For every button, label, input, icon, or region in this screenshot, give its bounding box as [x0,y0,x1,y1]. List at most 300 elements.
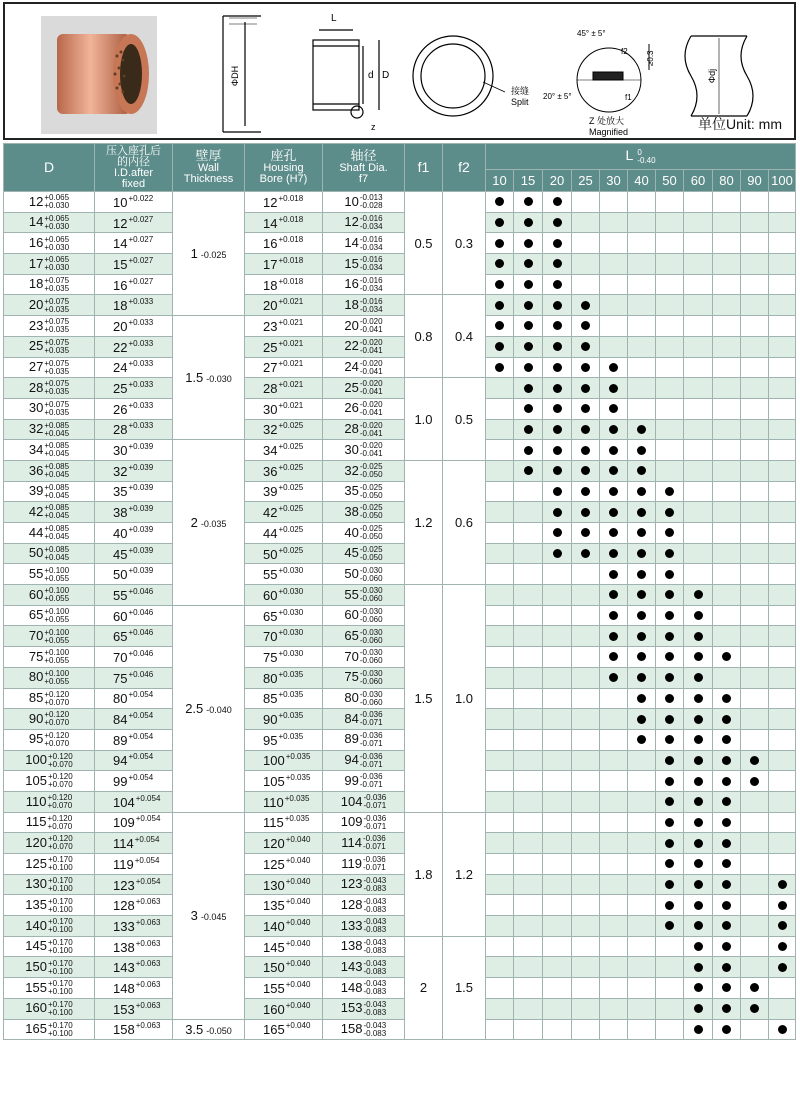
cell-d-value: 105 [25,772,47,788]
available-dot [637,528,646,537]
cell-id [95,585,173,606]
cell-length-100 [769,357,796,378]
cell-length-90 [741,523,769,544]
cell-id [95,688,173,709]
cell-length-80 [713,605,741,626]
cell-f2: 0.4 [443,295,486,378]
available-dot [524,384,533,393]
wall-value: 1 [190,246,198,262]
cell-length-20 [543,564,572,585]
cell-length-60 [684,523,713,544]
cell-housing-value: 115 [263,815,284,831]
cell-length-50 [656,254,684,275]
available-dot [750,756,759,765]
cell-length-20 [543,895,572,916]
wall-tol: -0.050 [206,1025,232,1036]
cell-length-60 [684,502,713,523]
available-dot [581,404,590,413]
cell-length-60 [684,336,713,357]
available-dot [609,487,618,496]
available-dot [665,818,674,827]
cell-length-30 [600,709,628,730]
table-row [4,357,796,378]
available-dot [609,528,618,537]
available-dot [581,342,590,351]
cell-length-30 [600,460,628,481]
cell-length-20 [543,605,572,626]
cell-length-40 [628,357,656,378]
cell-id-value: 18 [113,298,128,314]
available-dot [524,425,533,434]
cell-length-60 [684,212,713,233]
cell-length-60 [684,481,713,502]
table-row [4,874,796,895]
table-row [4,688,796,709]
wall-tol: -0.025 [200,250,227,261]
cell-length-30 [600,398,628,419]
cell-housing-value: 55 [263,567,278,583]
cell-d-value: 25 [28,338,44,354]
cell-housing [245,398,323,419]
table-row [4,481,796,502]
cell-length-40 [628,1019,656,1040]
cell-shaft-tol: -0.016 -0.034 [359,255,383,273]
cell-length-40 [628,812,656,833]
cell-length-25 [572,791,600,812]
available-dot [581,549,590,558]
cell-length-20 [543,543,572,564]
cell-length-50 [656,564,684,585]
available-dot [553,301,562,310]
cell-length-30 [600,791,628,812]
available-dot [495,301,504,310]
cell-length-90 [741,895,769,916]
cell-length-25 [572,523,600,544]
cell-length-40 [628,233,656,254]
length-header-50: 50 [656,170,684,192]
bushing-bore [120,44,142,104]
cell-shaft [323,274,405,295]
available-dot [524,197,533,206]
cell-d-tol: +0.085 +0.045 [44,441,70,459]
cell-shaft-tol: -0.036 -0.071 [363,793,387,811]
cell-length-30 [600,564,628,585]
cell-d-tol: +0.120 +0.070 [44,710,70,728]
cell-shaft-value: 114 [341,834,363,850]
col-housing-en2: Bore (H7) [259,173,308,185]
available-dot [694,777,703,786]
cell-d-value: 30 [28,400,44,416]
cell-d-value: 150 [25,959,47,974]
l-label: L [625,146,634,163]
cell-length-10 [486,398,514,419]
cell-length-50 [656,750,684,771]
cell-d-value: 55 [28,565,44,581]
cell-f2: 0.6 [443,460,486,584]
cell-length-40 [628,398,656,419]
cell-shaft [323,895,405,916]
cell-id-value: 10 [113,194,128,210]
cell-length-100 [769,564,796,585]
cell-id [95,254,173,275]
cell-length-90 [741,585,769,606]
available-dot [581,363,590,372]
cell-shaft-tol: -0.030 -0.060 [359,586,383,604]
cell-shaft-value: 26 [344,400,359,416]
cell-wall [173,440,245,606]
cell-length-60 [684,729,713,750]
cell-length-40 [628,833,656,854]
cell-length-15 [514,523,543,544]
cell-d-tol: +0.100 +0.055 [44,648,70,666]
cell-length-40 [628,502,656,523]
cell-housing [245,1019,323,1040]
cell-length-30 [600,316,628,337]
cell-housing-tol: +0.018 [278,214,304,224]
cell-length-80 [713,709,741,730]
cell-id-value: 84 [113,712,128,728]
cell-length-20 [543,357,572,378]
cell-housing [245,833,323,854]
cell-length-20 [543,709,572,730]
cell-f1: 1.8 [405,812,443,936]
cell-shaft-value: 12 [344,214,359,230]
cell-length-80 [713,233,741,254]
col-shaft-en1: Shaft Dia. [339,162,388,174]
cell-length-80 [713,626,741,647]
cell-d-value: 39 [28,483,44,499]
cell-id-value: 22 [113,339,128,355]
cell-length-50 [656,212,684,233]
cell-d [4,398,95,419]
cell-d [4,274,95,295]
cell-housing-tol: +0.035 [284,814,310,824]
cell-housing-tol: +0.040 [285,835,311,845]
wall-value: 2.5 [185,701,204,717]
cell-shaft-tol: -0.043 -0.083 [363,958,387,976]
cell-housing [245,192,323,213]
table-row [4,336,796,357]
table-row [4,626,796,647]
available-dot [495,280,504,289]
cell-length-25 [572,667,600,688]
cell-shaft [323,812,405,833]
cell-length-25 [572,543,600,564]
cell-shaft-value: 10 [344,193,359,209]
cell-length-10 [486,978,514,999]
cell-d [4,771,95,792]
cell-housing-value: 14 [263,215,278,231]
cell-id-tol: +0.063 [135,897,161,907]
cell-d [4,936,95,957]
cell-id-value: 30 [113,443,128,459]
available-dot [581,425,590,434]
cell-housing-tol: +0.035 [285,773,311,783]
cell-d-tol: +0.075 +0.035 [44,379,70,397]
cell-shaft-value: 123 [340,876,363,892]
cell-d-value: 50 [28,545,44,561]
col-wall-en2: Thickness [183,173,234,185]
cell-length-40 [628,336,656,357]
cell-shaft [323,378,405,399]
cell-length-30 [600,274,628,295]
l-tolerance: 0 -0.40 [637,147,656,165]
cell-length-90 [741,978,769,999]
cell-d [4,233,95,254]
available-dot [722,983,731,992]
cell-length-80 [713,791,741,812]
cell-length-90 [741,647,769,668]
cell-length-20 [543,667,572,688]
cell-id-tol: +0.033 [128,380,154,390]
cell-length-15 [514,316,543,337]
cell-d [4,709,95,730]
cell-length-15 [514,192,543,213]
cell-length-40 [628,729,656,750]
cell-housing [245,978,323,999]
table-row [4,398,796,419]
available-dot [581,301,590,310]
col-id-cn2: 的内径 [117,155,150,168]
cell-housing-tol: +0.030 [278,628,304,638]
cell-length-50 [656,833,684,854]
available-dot [722,1004,731,1013]
cell-shaft [323,440,405,461]
cell-length-10 [486,440,514,461]
cell-housing [245,667,323,688]
cell-length-30 [600,605,628,626]
cell-length-30 [600,998,628,1019]
cell-housing-value: 25 [263,339,278,355]
cell-length-80 [713,419,741,440]
cell-id-value: 133 [113,918,135,934]
cell-length-100 [769,771,796,792]
cell-housing [245,936,323,957]
ge03-label: ≥0.3 [646,50,655,66]
cell-id-tol: +0.063 [135,938,161,948]
cell-d-tol: +0.075 +0.035 [44,317,70,335]
cell-shaft-tol: -0.020 -0.041 [359,400,383,417]
cell-length-100 [769,729,796,750]
cell-housing-value: 44 [263,525,278,541]
cell-length-90 [741,605,769,626]
cell-length-10 [486,998,514,1019]
cell-d-tol: +0.120 +0.070 [44,731,70,748]
col-shaft-cn: 轴径 [350,148,377,163]
cell-wall [173,605,245,812]
cell-shaft [323,316,405,337]
cell-length-15 [514,874,543,895]
cell-d [4,523,95,544]
cell-id-tol: +0.054 [128,711,154,721]
cell-length-40 [628,750,656,771]
available-dot [609,446,618,455]
cell-length-10 [486,957,514,978]
cell-length-25 [572,729,600,750]
table-row [4,295,796,316]
table-row [4,440,796,461]
cell-d [4,626,95,647]
cell-housing-value: 18 [263,277,278,293]
cell-shaft-tol: -0.016 -0.034 [359,213,383,231]
cell-id-tol: +0.063 [135,979,161,989]
cell-length-40 [628,295,656,316]
cell-length-10 [486,771,514,792]
cell-length-25 [572,957,600,978]
cell-length-80 [713,585,741,606]
dim-dj-label: Φdj [707,68,717,84]
cell-shaft-value: 148 [340,979,363,995]
cell-shaft-value: 153 [340,1000,363,1016]
available-dot [553,321,562,330]
cell-id-value: 40 [113,525,128,541]
cell-id [95,771,173,792]
cell-length-25 [572,978,600,999]
cell-id-value: 45 [113,546,128,562]
cell-length-15 [514,378,543,399]
cell-id-value: 119 [113,856,134,872]
cell-housing [245,336,323,357]
cell-d-tol: +0.170 +0.100 [48,875,73,893]
cell-id [95,378,173,399]
cell-length-50 [656,543,684,564]
cell-id [95,647,173,668]
cell-length-100 [769,398,796,419]
cell-shaft [323,667,405,688]
cell-housing-value: 140 [263,918,285,934]
available-dot [778,901,787,910]
cell-length-15 [514,233,543,254]
cell-housing [245,440,323,461]
cell-d [4,854,95,875]
cell-length-15 [514,336,543,357]
cell-housing-value: 85 [263,691,278,707]
cell-d-tol: +0.085 +0.045 [44,544,70,562]
cell-f2: 1.5 [443,936,486,1039]
cell-length-90 [741,192,769,213]
available-dot [609,611,618,620]
cell-length-30 [600,336,628,357]
cell-id [95,419,173,440]
cell-length-100 [769,709,796,730]
cell-length-20 [543,212,572,233]
cell-length-10 [486,295,514,316]
cell-length-50 [656,274,684,295]
cell-length-60 [684,440,713,461]
col-f1-header: f1 [405,144,443,192]
cell-shaft-value: 25 [344,379,359,395]
cell-length-15 [514,978,543,999]
cell-housing-value: 16 [263,236,278,252]
cell-housing-value: 110 [263,794,284,810]
cell-d-tol: +0.120 +0.070 [48,834,73,852]
cell-shaft-tol: -0.036 -0.071 [359,751,383,769]
cell-d-tol: +0.075 +0.035 [44,296,70,314]
cell-length-100 [769,192,796,213]
available-dot [694,818,703,827]
wall-tol: -0.040 [206,705,232,716]
cell-length-90 [741,233,769,254]
cell-d [4,957,95,978]
cell-length-15 [514,854,543,875]
available-dot [637,652,646,661]
cell-length-20 [543,378,572,399]
cell-length-100 [769,957,796,978]
available-dot [609,404,618,413]
split-ring [413,36,505,116]
cell-housing [245,274,323,295]
available-dot [524,321,533,330]
cell-d [4,791,95,812]
cell-length-15 [514,357,543,378]
cell-length-40 [628,419,656,440]
available-dot [694,632,703,641]
dim-d-big-label: D [382,70,390,81]
cell-d [4,316,95,337]
col-shaft-en2: f7 [358,173,369,185]
cell-d-tol: +0.085 +0.045 [44,420,70,438]
cell-length-15 [514,398,543,419]
cell-length-25 [572,398,600,419]
cell-length-60 [684,233,713,254]
available-dot [609,549,618,558]
cell-id [95,936,173,957]
cell-length-60 [684,895,713,916]
cell-housing-tol: +0.040 [285,1021,311,1031]
cell-length-80 [713,688,741,709]
cell-length-20 [543,295,572,316]
cell-length-100 [769,212,796,233]
cell-housing-value: 95 [263,732,278,748]
cell-length-90 [741,812,769,833]
cell-length-25 [572,688,600,709]
table-header [4,144,796,192]
cell-shaft-tol: -0.043 -0.083 [363,937,387,955]
cell-id-tol: +0.039 [128,524,154,534]
cell-d [4,212,95,233]
cell-shaft [323,481,405,502]
cell-length-40 [628,212,656,233]
cell-length-90 [741,336,769,357]
cell-id-value: 24 [113,360,128,376]
available-dot [524,239,533,248]
cell-housing [245,605,323,626]
cell-housing-tol: +0.021 [278,400,304,410]
cell-d [4,998,95,1019]
cell-length-40 [628,440,656,461]
cell-length-100 [769,295,796,316]
cell-length-80 [713,378,741,399]
cell-housing-value: 135 [263,898,285,914]
cell-housing-tol: +0.035 [278,669,304,679]
cell-housing-value: 145 [263,939,285,955]
cell-wall [173,192,245,316]
cell-length-20 [543,978,572,999]
cell-shaft [323,212,405,233]
cell-length-60 [684,585,713,606]
cell-housing-value: 165 [263,1022,285,1038]
available-dot [778,921,787,930]
cell-housing [245,895,323,916]
cell-length-90 [741,254,769,275]
cell-shaft-tol: -0.030 -0.060 [359,668,383,686]
cell-length-15 [514,1019,543,1040]
cell-length-90 [741,916,769,937]
cell-length-20 [543,812,572,833]
cell-length-25 [572,212,600,233]
available-dot [609,590,618,599]
cell-length-90 [741,854,769,875]
